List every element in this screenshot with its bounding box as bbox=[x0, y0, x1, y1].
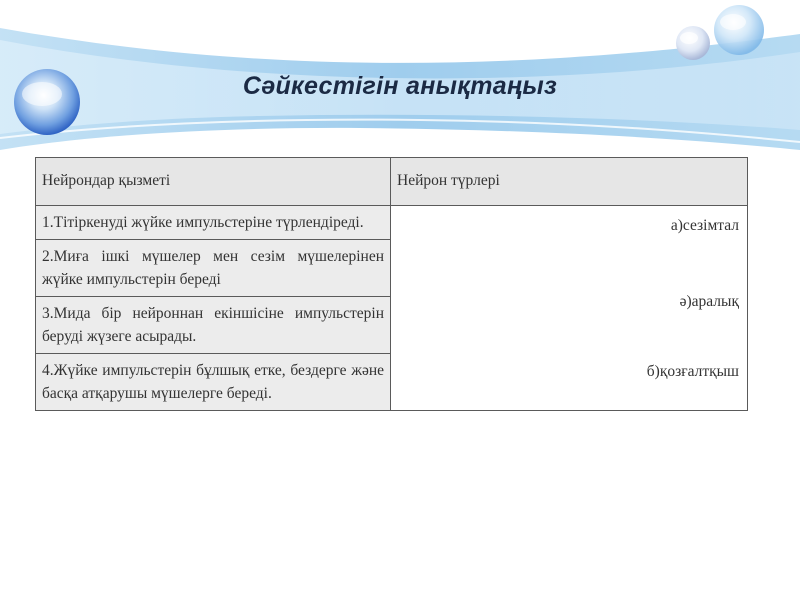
function-cell-3: 3.Мида бір нейроннан екіншісіне импульстерін беруді жүзеге асырады. bbox=[36, 297, 391, 354]
function-cell-1: 1.Тітіркенуді жүйке импульстеріне түрлендіреді. bbox=[36, 206, 391, 240]
table-header-row bbox=[36, 158, 748, 206]
slide-title: Сәйкестігін анықтаңыз bbox=[242, 72, 558, 100]
neuron-types-cell bbox=[391, 206, 748, 411]
header-functions: Нейрондар қызметі bbox=[36, 158, 391, 206]
function-cell-2: 2.Миға ішкі мүшелер мен сезім мүшелерінен жүйке импульстерін береді bbox=[36, 240, 391, 297]
type-sensory: а)сезімтал bbox=[670, 217, 739, 234]
table-row bbox=[36, 206, 748, 240]
top-orb-icon bbox=[714, 5, 764, 55]
matching-table bbox=[35, 157, 748, 411]
small-orb-icon bbox=[676, 26, 710, 60]
header-types: Нейрон түрлері bbox=[391, 158, 748, 206]
type-interneuron: ә)аралық bbox=[679, 293, 739, 310]
type-motor: б)қозғалтқыш bbox=[646, 363, 739, 380]
function-cell-4: 4.Жүйке импульстерін бұлшық етке, бездерге және басқа атқарушы мүшелерге береді. bbox=[36, 354, 391, 411]
